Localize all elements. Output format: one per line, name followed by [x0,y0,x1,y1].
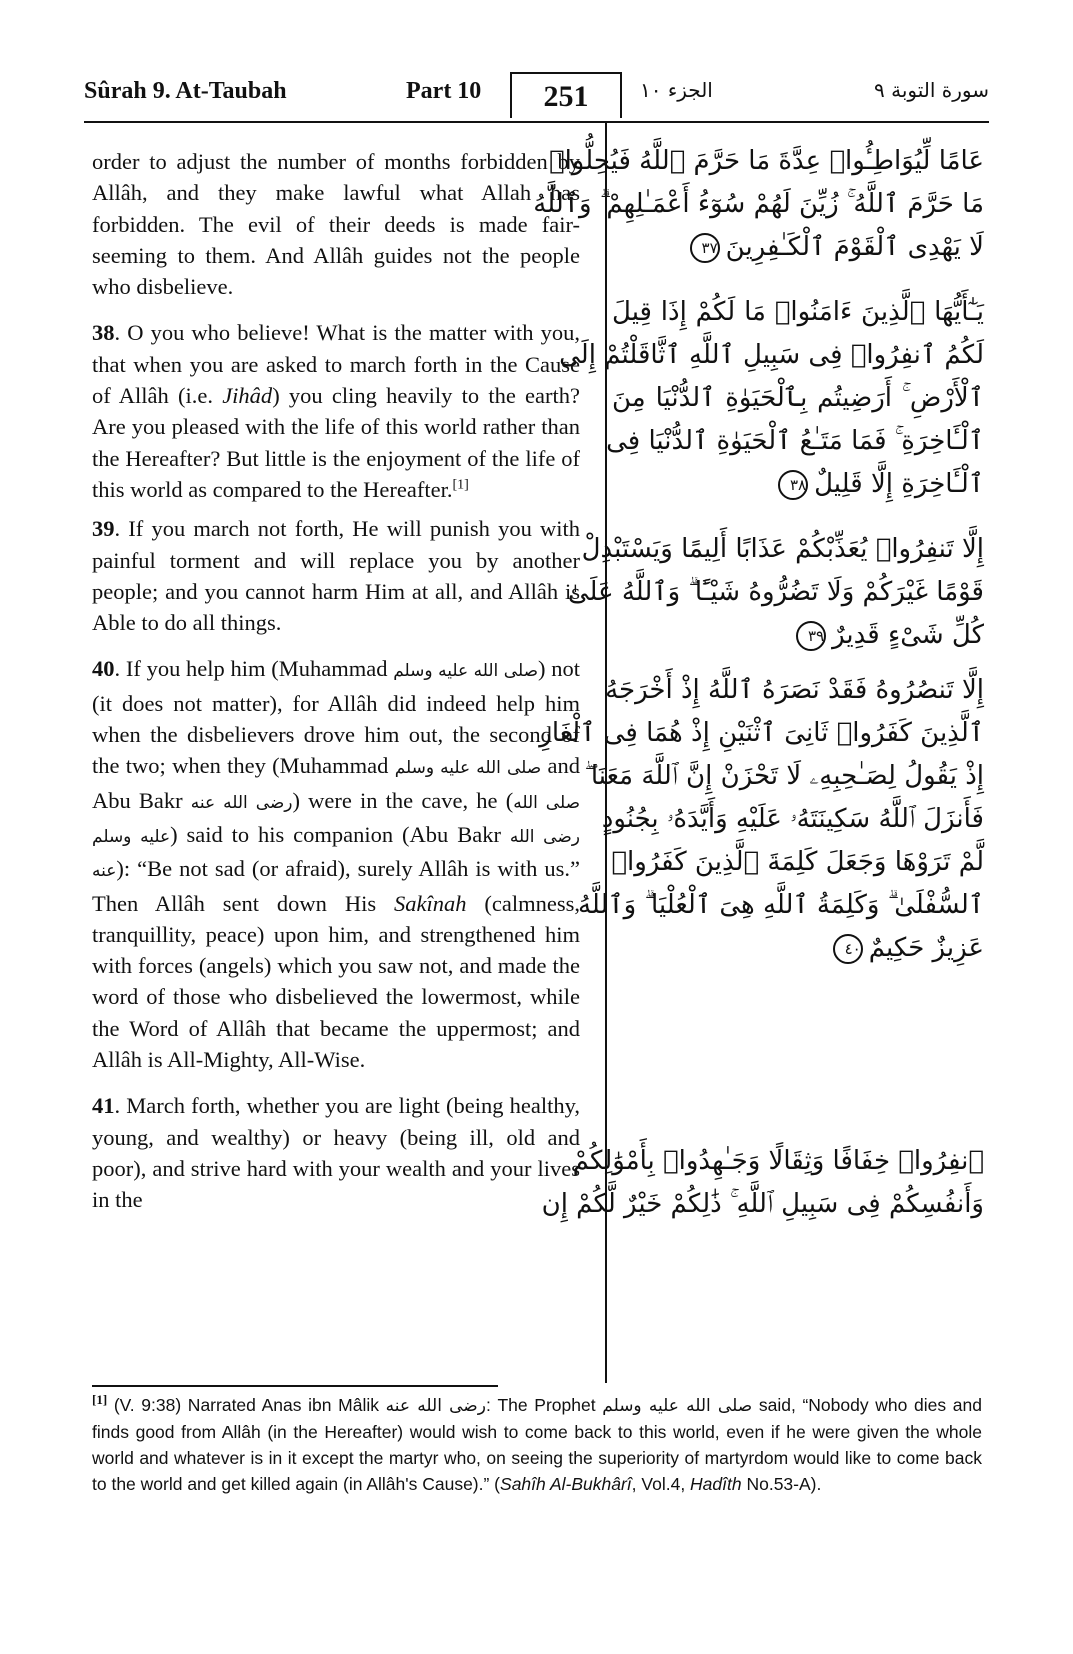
verse-37-continuation: order to adjust the number of months forbidden by Allâh, and they make lawful what Allah has forbidden. The evil of their deeds is made fair-seeming to them. And Allâh guides not the people who disbelieve. [92,149,580,300]
salutation-arabic: صلى الله عليه وسلم [602,1396,753,1416]
verse-41: 41. March forth, whether you are light (being healthy, young, and wealthy) or heavy (being ill, old and poor), and strive hard with your wealth and your lives in the [92,1093,580,1213]
part-label-arabic: الجزء ١٠ [640,78,713,102]
companion-salutation-arabic: رضى الله عنه [92,826,580,882]
companion-salutation-arabic: رضى الله عنه [190,792,293,813]
companion-salutation-arabic: رضى الله عنه [385,1396,486,1416]
verse-40: 40. If you help him (Muhammad صلى الله عليه وسلم) not (it does not matter), for Allâh did indeed help him when the disbelievers drove him out, the second of the two; when they (Muhammad صلى الله عليه وسلم and Abu Bakr رضى الله عنه) were in the cave, he (صلى الله عليه وسلم) said to his companion (Abu Bakr رضى الله عنه): “Be not sad (or afraid), surely Allâh is with us.” Then Allâh sent down His Sakînah (calmness, tranquillity, peace) upon him, and strengthened him with forces (angels) which you saw not, and made the word of those who disbelieved the lowermost, while the Word of Allâh that became the uppermost; and Allâh is All-Mighty, All-Wise. [92,656,581,1073]
verse-39: 39. If you march not forth, He will punish you with painful torment and will replace you by another people; and you cannot harm Him at all, and Allâh is Able to do all things. [92,516,580,636]
salutation-arabic: صلى الله عليه وسلم [394,758,542,779]
page-header [84,72,989,122]
verse-number: 38 [92,320,115,346]
salutation-arabic: صلى الله عليه وسلم [92,792,581,847]
verse-end-marker: ٤٠ [833,934,863,964]
header-rule [84,121,989,123]
arabic-verse-41: ٱنفِرُوا۟ خِفَافًا وَثِقَالًا وَجَـٰهِدُوا۟ بِأَمْوَٰلِكُمْ وَأَنفُسِكُمْ فِى سَبِيلِ ٱللَّهِ ۚ ذَٰلِكُمْ خَيْرٌ لَّكُمْ إِن [541,1146,984,1219]
verse-end-marker: ٣٨ [778,470,808,500]
english-translation-column [92,146,580,1216]
verse-38: 38. O you who believe! What is the matter with you, that when you are asked to march forth in the Cause of Allâh (i.e. Jihâd) you cling heavily to the earth? Are you pleased with the life of this world rather than the Hereafter? But little is the enjoyment of the life of this world as compared to the Hereafter.[1] [92,320,580,502]
arabic-verse-37: عَامًا لِّيُوَاطِـُٔوا۟ عِدَّةَ مَا حَرَّمَ ٱللَّهُ فَيُحِلُّوا۟ مَا حَرَّمَ ٱللَّهُ ۚ زُيِّنَ لَهُمْ سُوٓءُ أَعْمَـٰلِهِمْ ۗ وَٱللَّهُ لَا يَهْدِى ٱلْقَوْمَ ٱلْكَـٰفِرِينَ٣٧ [533,146,984,262]
arabic-verse-38: يَـٰٓأَيُّهَا ٱلَّذِينَ ءَامَنُوا۟ مَا لَكُمْ إِذَا قِيلَ لَكُمُ ٱنفِرُوا۟ فِى سَبِيلِ ٱللَّهِ ٱثَّاقَلْتُمْ إِلَى ٱلْأَرْضِ ۚ أَرَضِيتُم بِٱلْحَيَوٰةِ ٱلدُّنْيَا مِنَ ٱلْـَٔاخِرَةِ ۚ فَمَا مَتَـٰعُ ٱلْحَيَوٰةِ ٱلدُّنْيَا فِى ٱلْـَٔاخِرَةِ إِلَّا قَلِيلٌ٣٨ [559,297,984,499]
verse-number: 39 [92,516,115,542]
arabic-verse-39: إِلَّا تَنفِرُوا۟ يُعَذِّبْكُمْ عَذَابًا أَلِيمًا وَيَسْتَبْدِلْ قَوْمًا غَيْرَكُمْ وَلَا تَضُرُّوهُ شَيْـًٔا ۗ وَٱللَّهُ عَلَىٰ كُلِّ شَىْءٍ قَدِيرٌ٣٩ [567,534,984,650]
page-number: 251 [510,72,622,118]
footnote-marker: [1] [92,1392,108,1408]
salutation-arabic: صلى الله عليه وسلم [393,661,539,682]
footnote-reference: [1] [452,477,469,493]
part-label-english: Part 10 [406,78,482,104]
arabic-text-column [533,140,984,1226]
verse-number: 40 [92,656,115,682]
verse-number: 41 [92,1093,115,1119]
footnote-rule [92,1385,498,1387]
arabic-verse-40: إِلَّا تَنصُرُوهُ فَقَدْ نَصَرَهُ ٱللَّهُ إِذْ أَخْرَجَهُ ٱلَّذِينَ كَفَرُوا۟ ثَانِىَ ٱثْنَيْنِ إِذْ هُمَا فِى ٱلْغَارِ إِذْ يَقُولُ لِصَـٰحِبِهِۦ لَا تَحْزَنْ إِنَّ ٱللَّهَ مَعَنَا ۖ فَأَنزَلَ ٱللَّهُ سَكِينَتَهُۥ عَلَيْهِ وَأَيَّدَهُۥ بِجُنُودٍ لَّمْ تَرَوْهَا وَجَعَلَ كَلِمَةَ ٱلَّذِينَ كَفَرُوا۟ ٱلسُّفْلَىٰ ۗ وَكَلِمَةُ ٱللَّهِ هِىَ ٱلْعُلْيَا ۗ وَٱللَّهُ عَزِيزٌ حَكِيمٌ٤٠ [539,675,984,963]
surah-title-arabic: سورة التوبة ٩ [874,78,989,102]
verse-end-marker: ٣٧ [690,233,720,263]
footnote: [1] (V. 9:38) Narrated Anas ibn Mâlik رضى الله عنه: The Prophet صلى الله عليه وسلم said, “Nobody who dies and finds good from Allâh (in the Hereafter) would wish to come back to this world, even if he were given the whole world and whatever is in it except the martyr who, on seeing the superiority of martyrdom would like to come back to the world and get killed again (in Allâh's Cause).” (Sahîh Al-Bukhârî, Vol.4, Hadîth No.53-A). [92,1392,983,1494]
verse-end-marker: ٣٩ [796,621,826,651]
surah-title-english: Sûrah 9. At-Taubah [84,78,287,104]
